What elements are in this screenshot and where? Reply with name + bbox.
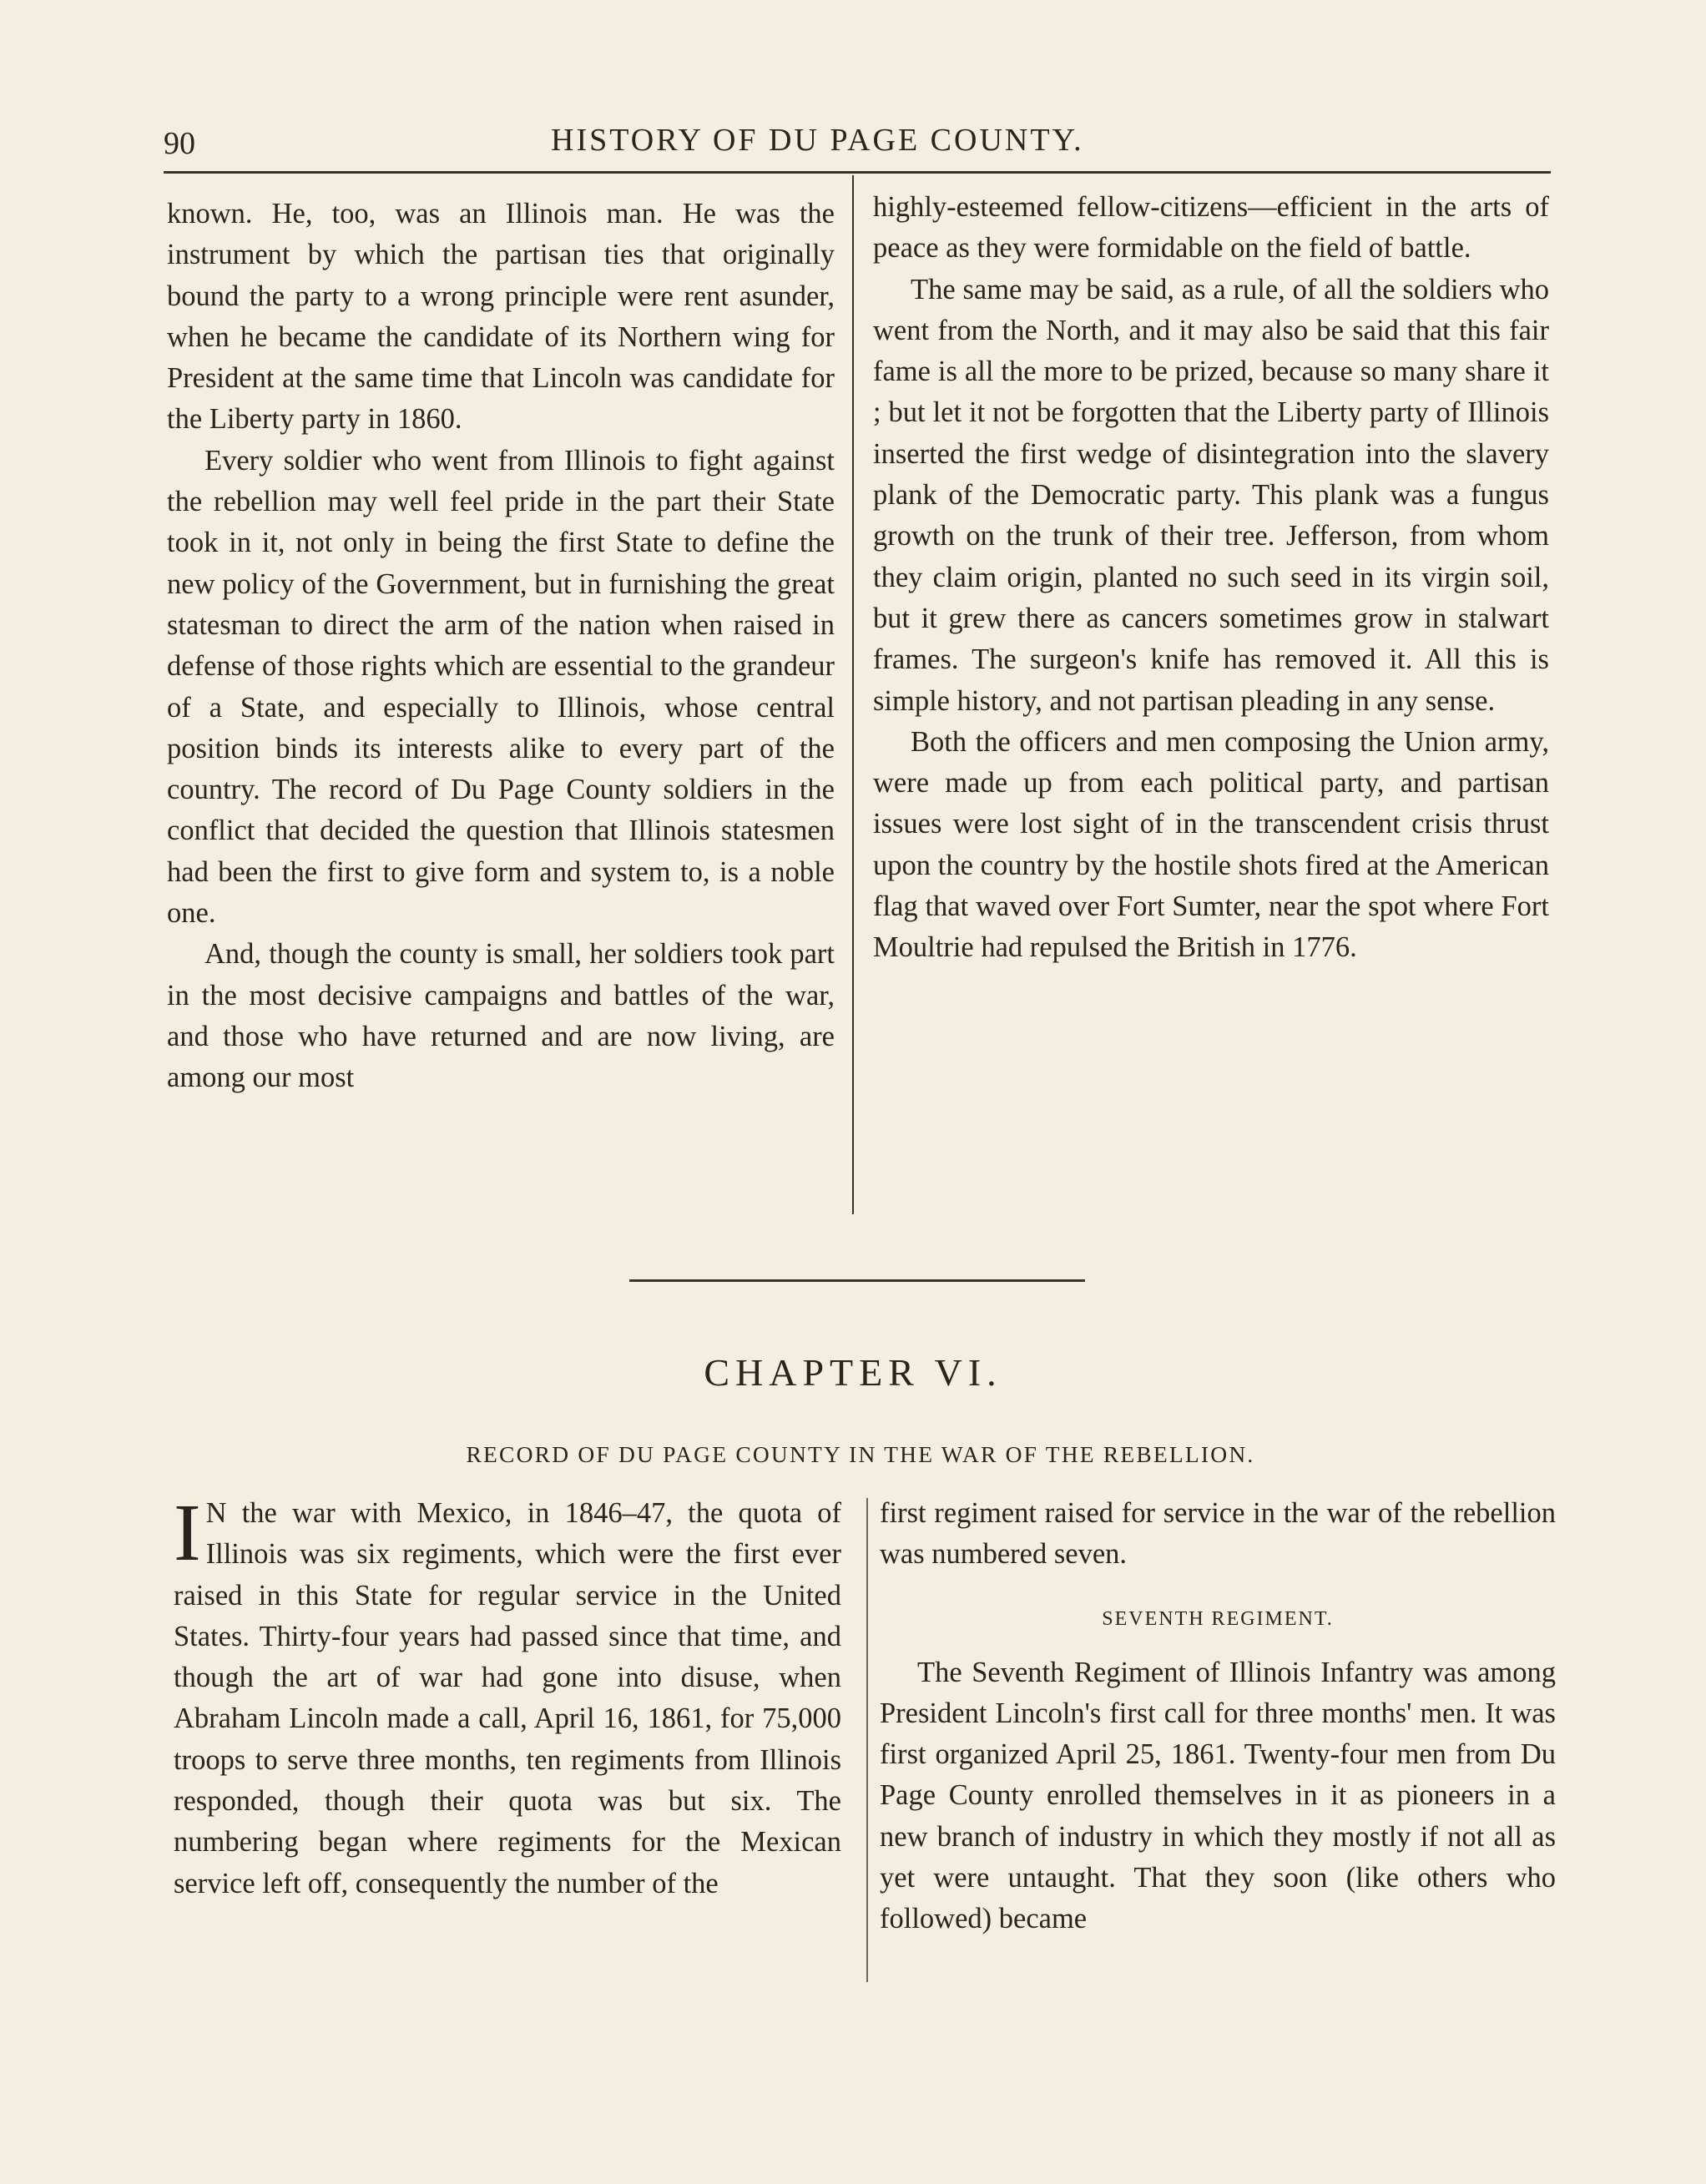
running-head: HISTORY OF DU PAGE COUNTY. [551, 123, 1084, 158]
chapter-separator-rule [629, 1279, 1085, 1282]
paragraph: And, though the county is small, her soldiers took part in the most decisive campaigns and battles of the war, and those who have returned and are now living, are among our most [167, 938, 835, 1094]
column-divider [866, 1498, 868, 1982]
section-heading: SEVENTH REGIMENT. [1102, 1607, 1334, 1630]
paragraph: The same may be said, as a rule, of all the soldiers who went from the North, and it may also be said that this fair fame is all the more to be prized, because so many share it ; but let it not be forgotten that the Liberty party of Illinois inserted the first wedge of disintegration into the slavery plank of the Democratic party. This plank was a fungus growth on the trunk of their tree. Jefferson, from whom they claim origin, planted no such seed in its virgin soil, but it grew there as cancers sometimes grow in stalwart frames. The surgeon's knife has removed it. All this is simple history, and not partisan pleading in any sense. [873, 273, 1549, 717]
paragraph: highly-esteemed fellow-citizens—efficient in the arts of peace as they were formidable on the field of battle. [873, 191, 1549, 265]
paragraph [174, 1488, 841, 1904]
paragraph: known. He, too, was an Illinois man. He was the instrument by which the partisan ties that originally bound the party to a wrong principle were rent asunder, when he became the candidate of its Northern wing for President at the same time that Lincoln was candidate for the Liberty party in 1860. [167, 198, 835, 436]
column-divider [852, 175, 854, 1214]
paragraph-text: N the war with Mexico, in 1846–47, the quota of Illinois was six regiments, which were the first ever raised in this State for regular service in the United States. Thirty-four years had passed since that time, and though the art of war had gone into disuse, when Abraham Lincoln made a call, April 16, 1861, for 75,000 troops to serve three months, ten regiments from Illinois responded, though their quota was but six. The numbering began where regiments for the Mexican service left off, consequently the number of the [174, 1497, 841, 1899]
paragraph: first regiment raised for service in the war of the rebellion was numbered seven. [880, 1497, 1556, 1571]
drop-cap: I [174, 1488, 201, 1578]
chapter-title: CHAPTER VI. [704, 1351, 1002, 1394]
paragraph: Every soldier who went from Illinois to fight against the rebellion may well feel pride in the part their State took in it, not only in being the first State to define the new policy of the Government, but in furnishing the great statesman to direct the arm of the nation when raised in defense of those rights which are essential to the grandeur of a State, and especially to Illinois, whose central position binds its interests alike to every part of the country. The record of Du Page County soldiers in the conflict that decided the question that Illinois statesmen had been the first to give form and system to, is a noble one. [167, 444, 835, 930]
chapter-subtitle: RECORD OF DU PAGE COUNTY IN THE WAR OF THE REBELLION. [466, 1441, 1255, 1467]
paragraph: Both the officers and men composing the Union army, were made up from each political party, and partisan issues were lost sight of in the transcendent crisis thrust upon the country by the hostile shots fired at the American flag that waved over Fort Sumter, near the spot where Fort Moultrie had repulsed the British in 1776. [873, 725, 1549, 964]
top-left-column [167, 194, 835, 1099]
top-right-column [873, 187, 1549, 969]
bottom-left-column [174, 1488, 841, 1904]
bottom-right-column [880, 1493, 1556, 1940]
page-number: 90 [164, 126, 195, 161]
header-rule [164, 171, 1551, 174]
paragraph: The Seventh Regiment of Illinois Infantry was among President Lincoln's first call for three months' men. It was first organized April 25, 1861. Twenty-four men from Du Page County enrolled themselves in it as pioneers in a new branch of industry in which they mostly if not all as yet were untaught. That they soon (like others who followed) became [880, 1656, 1556, 1935]
